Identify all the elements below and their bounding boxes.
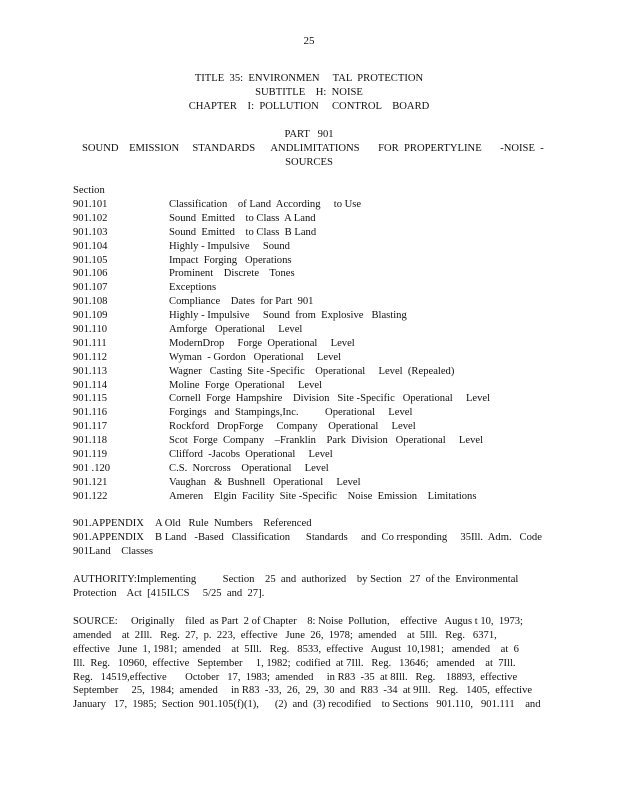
authority-line: AUTHORITY:Implementing Section 25 and authorized by Section 27 of the Environmental bbox=[73, 574, 519, 585]
appendix-title: B Land -Based Classification Standards and Co rresponding 35Ill. Adm. Code bbox=[155, 531, 542, 543]
appendix-title: A Old Rule Numbers Referenced bbox=[155, 518, 312, 529]
section-row bbox=[73, 490, 553, 504]
section-row bbox=[73, 295, 553, 309]
section-number: 901.101 bbox=[73, 199, 108, 210]
section-number: 901.114 bbox=[73, 379, 108, 391]
section-title: Compliance Dates for Part 901 bbox=[169, 296, 314, 308]
section-title: Cornell Forge Hampshire Division Site -Specific Operational Level bbox=[169, 393, 491, 405]
section-row bbox=[73, 379, 553, 393]
section-row bbox=[73, 448, 553, 462]
section-row bbox=[73, 462, 553, 476]
source-line: Ill. Reg. 10960, effective September 1, 1982; codified at 7Ill. Reg. 13646; amended at 7Ill. bbox=[73, 657, 516, 669]
section-label: Section bbox=[73, 185, 105, 196]
section-title: ModernDrop Forge Operational Level bbox=[169, 337, 355, 349]
section-title: C.S. Norcross Operational Level bbox=[169, 462, 329, 474]
section-row bbox=[73, 281, 553, 295]
section-number: 901.116 bbox=[73, 407, 108, 419]
section-number: 901.119 bbox=[73, 449, 108, 461]
section-list bbox=[73, 198, 553, 504]
section-title: Highly - Impulsive Sound from Explosive Blasting bbox=[169, 310, 407, 322]
section-row bbox=[73, 226, 553, 240]
section-title: Classification of Land According to Use bbox=[169, 199, 362, 210]
section-number: 901.122 bbox=[73, 490, 108, 502]
section-row bbox=[73, 198, 553, 212]
source-paragraph bbox=[73, 615, 541, 712]
appendix-b-row bbox=[73, 531, 542, 545]
section-number: 901.110 bbox=[73, 324, 108, 336]
appendix-number: 901.APPENDIX bbox=[73, 531, 144, 543]
section-row bbox=[73, 392, 553, 406]
source-line: September 25, 1984; amended in R83 -33, 26, 29, 30 and R83 -34 at 9Ill. Reg. 1405, effective bbox=[73, 685, 533, 697]
appendix-b-continuation: 901Land Classes bbox=[73, 545, 154, 557]
source-line: SOURCE: Originally filed as Part 2 of Chapter 8: Noise Pollution, effective Augus t 10, 1973; bbox=[73, 616, 523, 627]
section-row bbox=[73, 309, 553, 323]
subtitle-heading: SUBTITLE H: NOISE bbox=[255, 87, 363, 98]
section-title: Scot Forge Company –Franklin Park Division Operational Level bbox=[169, 435, 484, 447]
part-title-line-1: SOUND EMISSION STANDARDS ANDLIMITATIONS FOR PROPERTYLINE -NOISE - bbox=[82, 143, 544, 154]
section-number: 901.113 bbox=[73, 365, 108, 377]
section-number: 901.115 bbox=[73, 393, 108, 405]
section-number: 901.109 bbox=[73, 310, 108, 322]
section-title: Sound Emitted to Class B Land bbox=[169, 226, 317, 238]
section-number: 901.111 bbox=[73, 337, 107, 349]
authority-line: Protection Act [415ILCS 5/25 and 27]. bbox=[73, 587, 265, 599]
section-title: Rockford DropForge Company Operational Level bbox=[169, 421, 416, 433]
chapter-heading: CHAPTER I: POLLUTION CONTROL BOARD bbox=[188, 101, 430, 112]
section-title: Vaughan & Bushnell Operational Level bbox=[169, 476, 361, 488]
part-title-line-2: SOURCES bbox=[285, 157, 333, 168]
section-title: Sound Emitted to Class A Land bbox=[169, 212, 316, 224]
section-row bbox=[73, 476, 553, 490]
section-title: Prominent Discrete Tones bbox=[169, 268, 295, 280]
part-heading: PART 901 bbox=[284, 129, 334, 140]
section-number: 901.106 bbox=[73, 268, 108, 280]
section-number: 901.112 bbox=[73, 351, 108, 363]
section-row bbox=[73, 212, 553, 226]
section-row bbox=[73, 420, 553, 434]
section-number: 901.105 bbox=[73, 254, 108, 266]
section-number: 901.117 bbox=[73, 421, 108, 433]
section-number: 901.104 bbox=[73, 240, 108, 252]
section-number: 901.107 bbox=[73, 282, 108, 294]
section-title: Wyman - Gordon Operational Level bbox=[169, 351, 342, 363]
section-row bbox=[73, 365, 553, 379]
section-number: 901.118 bbox=[73, 435, 108, 447]
section-row bbox=[73, 406, 553, 420]
section-title: Moline Forge Operational Level bbox=[169, 379, 323, 391]
source-line: amended at 2Ill. Reg. 27, p. 223, effective June 26, 1978; amended at 5Ill. Reg. 6371, bbox=[73, 629, 497, 641]
appendix-a-row bbox=[73, 517, 533, 531]
section-number: 901.108 bbox=[73, 296, 108, 308]
title-heading: TITLE 35: ENVIRONMEN TAL PROTECTION bbox=[194, 73, 424, 84]
section-number: 901.102 bbox=[73, 212, 108, 224]
section-number: 901.121 bbox=[73, 476, 108, 488]
section-title: Forgings and Stampings,Inc. Operational Level bbox=[169, 407, 413, 419]
section-title: Highly - Impulsive Sound bbox=[169, 240, 290, 252]
section-number: 901.103 bbox=[73, 226, 108, 238]
page-number: 25 bbox=[303, 35, 315, 47]
source-line: effective June 1, 1981; amended at 5Ill. Reg. 8533, effective August 10,1981; amended at 6 bbox=[73, 643, 519, 655]
source-line: January 17, 1985; Section 901.105(f)(1), (2) and (3) recodified to Sections 901.110, 901.111 and bbox=[73, 699, 541, 711]
section-title: Exceptions bbox=[169, 282, 217, 294]
section-title: Wagner Casting Site -Specific Operational Level (Repealed) bbox=[169, 365, 455, 377]
section-number: 901 .120 bbox=[73, 462, 111, 474]
section-row bbox=[73, 240, 553, 254]
authority-paragraph bbox=[73, 573, 533, 601]
section-row bbox=[73, 254, 553, 268]
appendix-number: 901.APPENDIX bbox=[73, 518, 144, 529]
appendix-list bbox=[73, 517, 542, 559]
section-title: Impact Forging Operations bbox=[169, 254, 292, 266]
section-row bbox=[73, 267, 553, 281]
section-row bbox=[73, 337, 553, 351]
section-row bbox=[73, 434, 553, 448]
section-title: Amforge Operational Level bbox=[169, 324, 303, 336]
section-title: Ameren Elgin Facility Site -Specific Noise Emission Limitations bbox=[169, 490, 477, 502]
section-title: Clifford -Jacobs Operational Level bbox=[169, 449, 333, 461]
source-line: Reg. 14519,effective October 17, 1983; amended in R83 -35 at 8Ill. Reg. 18893, effective bbox=[73, 671, 518, 683]
section-row bbox=[73, 351, 553, 365]
section-row bbox=[73, 323, 553, 337]
